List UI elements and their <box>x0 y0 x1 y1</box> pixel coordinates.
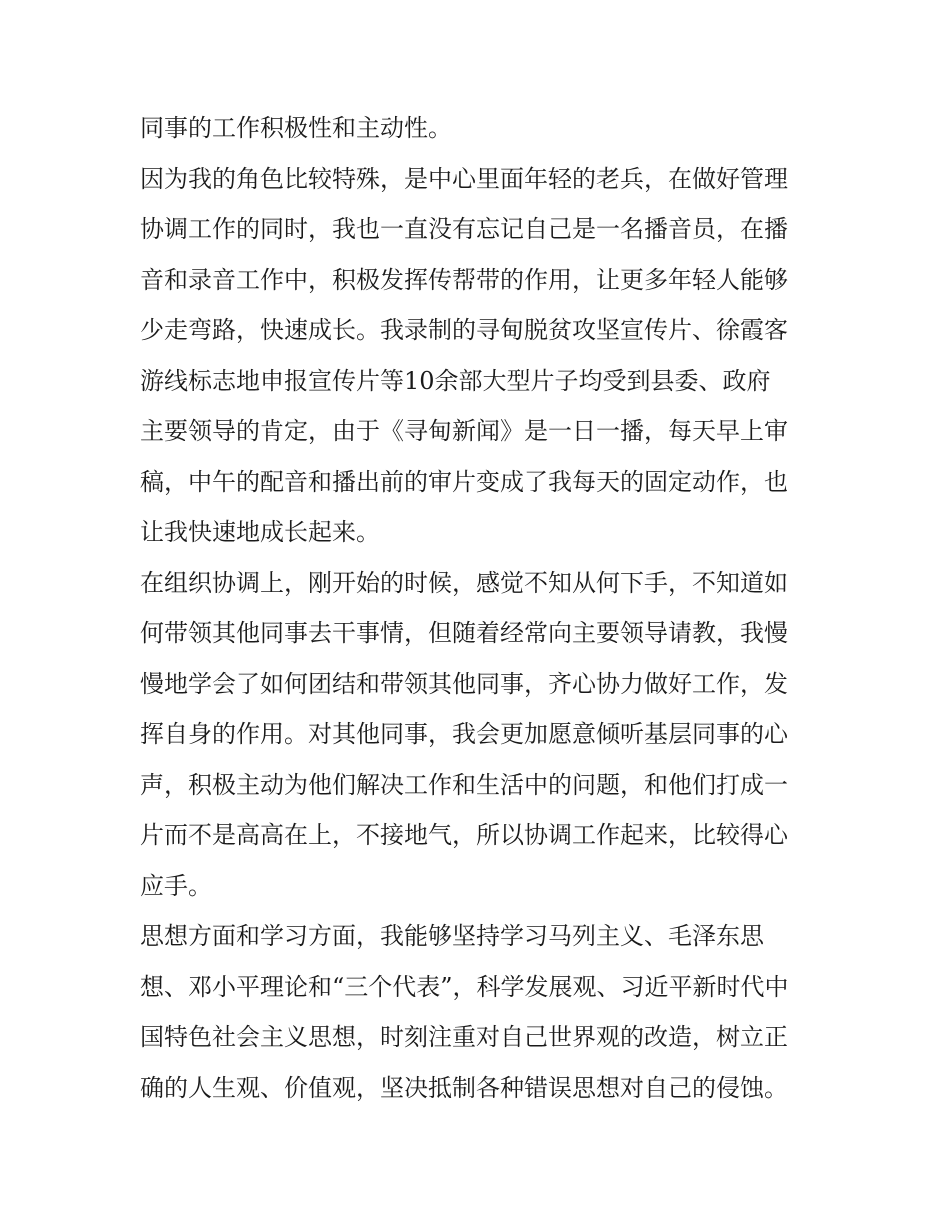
text-line: 何带领其他同事去干事情，但随着经常向主要领导请教，我慢 <box>140 619 788 647</box>
text-line: 思想方面和学习方面，我能够坚持学习马列主义、毛泽东思 <box>140 922 764 950</box>
text-line: 音和录音工作中，积极发挥传帮带的作用，让更多年轻人能够 <box>140 265 788 294</box>
text-line: 国特色社会主义思想，时刻注重对自己世界观的改造，树立正 <box>140 1023 788 1051</box>
text-line: 同事的工作积极性和主动性。 <box>140 114 452 142</box>
text-line: 应手。 <box>140 871 212 900</box>
text-line: 稿，中午的配音和播出前的审片变成了我每天的固定动作，也 <box>140 467 788 496</box>
text-line: 想、邓小平理论和“三个代表”，科学发展观、习近平新时代中 <box>140 972 789 1001</box>
text-line: 确的人生观、价值观，坚决抵制各种错误思想对自己的侵蚀。 <box>140 1073 788 1102</box>
text-line: 声，积极主动为他们解决工作和生活中的问题，和他们打成一 <box>140 770 788 799</box>
text-line: 慢地学会了如何团结和带领其他同事，齐心协力做好工作，发 <box>140 669 788 698</box>
text-line: 主要领导的肯定，由于《寻甸新闻》是一日一播，每天早上审 <box>140 417 788 445</box>
text-line: 片而不是高高在上，不接地气，所以协调工作起来，比较得心 <box>140 821 788 849</box>
text-line: 挥自身的作用。对其他同事，我会更加愿意倾听基层同事的心 <box>140 720 788 748</box>
text-line: 让我快速地成长起来。 <box>140 518 380 546</box>
text-line: 游线标志地申报宣传片等10余部大型片子均受到县委、政府 <box>140 366 771 395</box>
text-line: 协调工作的同时，我也一直没有忘记自己是一名播音员，在播 <box>140 215 788 243</box>
document-body <box>140 103 820 1113</box>
text-line: 少走弯路，快速成长。我录制的寻甸脱贫攻坚宣传片、徐霞客 <box>140 316 788 344</box>
text-line: 在组织协调上，刚开始的时候，感觉不知从何下手，不知道如 <box>140 568 788 597</box>
text-line: 因为我的角色比较特殊，是中心里面年轻的老兵，在做好管理 <box>140 164 788 193</box>
